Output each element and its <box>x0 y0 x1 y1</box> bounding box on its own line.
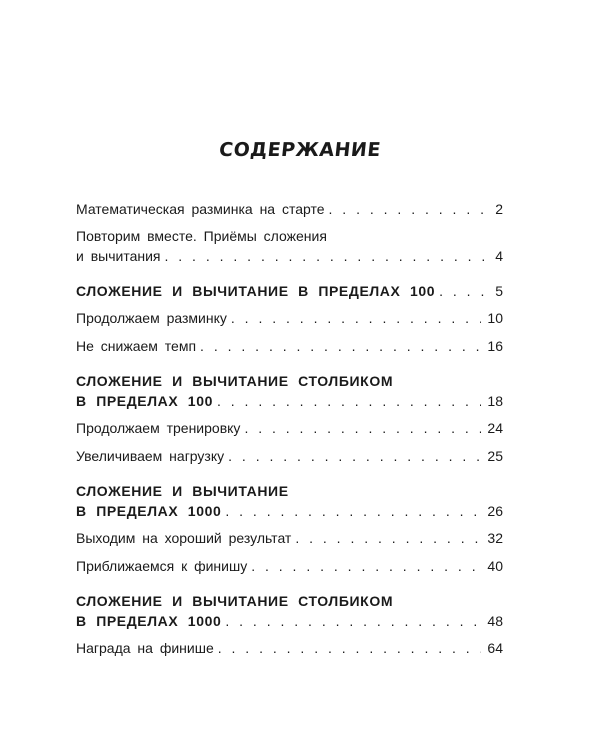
toc-entry-title: Приближаемся к финишу <box>76 558 248 574</box>
toc-section-title: СЛОЖЕНИЕ И ВЫЧИТАНИЕ СТОЛБИКОМ <box>76 593 394 609</box>
dot-leader <box>218 638 482 658</box>
toc-entry-title: Математическая разминка на старте <box>76 201 325 217</box>
page-title: СОДЕРЖАНИЕ <box>218 139 382 161</box>
toc-page-number: 10 <box>487 310 503 326</box>
dot-leader <box>439 281 489 301</box>
dot-leader <box>225 501 481 521</box>
toc-page-number: 18 <box>487 393 503 409</box>
dot-leader <box>217 391 481 411</box>
toc-entry-title: Награда на финише <box>76 640 214 656</box>
dot-leader <box>329 199 490 219</box>
dot-leader <box>228 446 481 466</box>
toc-page-number: 64 <box>487 640 503 656</box>
toc-page-number: 32 <box>487 530 503 546</box>
toc-entry-title-continued: и вычитания <box>76 248 161 264</box>
toc-page-number: 25 <box>487 448 503 464</box>
toc-section-title: СЛОЖЕНИЕ И ВЫЧИТАНИЕ <box>76 483 289 499</box>
toc-entry[interactable] <box>76 556 503 576</box>
toc-entry-title: Продолжаем разминку <box>76 310 227 326</box>
toc-entry[interactable] <box>76 446 503 466</box>
toc-section[interactable] <box>76 591 503 631</box>
toc-section-title-continued: В ПРЕДЕЛАХ 1000 <box>76 503 222 519</box>
dot-leader <box>295 528 481 548</box>
toc-entry-title: Выходим на хороший результат <box>76 530 292 546</box>
toc-section[interactable] <box>76 481 503 521</box>
dot-leader <box>251 556 481 576</box>
toc-entry-title: Продолжаем тренировку <box>76 420 241 436</box>
toc-entry[interactable] <box>76 199 503 219</box>
toc-section-title-continued: В ПРЕДЕЛАХ 100 <box>76 393 213 409</box>
toc-section-title: СЛОЖЕНИЕ И ВЫЧИТАНИЕ СТОЛБИКОМ <box>76 373 394 389</box>
toc-page-number: 16 <box>487 338 503 354</box>
toc-page-number: 5 <box>495 283 503 299</box>
toc-section-title: СЛОЖЕНИЕ И ВЫЧИТАНИЕ В ПРЕДЕЛАХ 100 <box>76 283 436 299</box>
toc-entry[interactable] <box>76 226 503 266</box>
toc-section[interactable] <box>76 281 503 301</box>
toc-section[interactable] <box>76 371 503 411</box>
table-of-contents <box>76 199 503 658</box>
toc-page-number: 48 <box>487 613 503 629</box>
toc-entry[interactable] <box>76 336 503 356</box>
dot-leader <box>231 308 482 328</box>
toc-entry-title: Не снижаем темп <box>76 338 197 354</box>
toc-page-number: 24 <box>487 420 503 436</box>
toc-entry-title: Повторим вместе. Приёмы сложения <box>76 228 327 244</box>
toc-entry[interactable] <box>76 638 503 658</box>
toc-entry[interactable] <box>76 528 503 548</box>
toc-page-number: 4 <box>495 248 503 264</box>
toc-entry[interactable] <box>76 418 503 438</box>
toc-page-number: 26 <box>487 503 503 519</box>
toc-entry-title: Увеличиваем нагрузку <box>76 448 225 464</box>
toc-entry[interactable] <box>76 308 503 328</box>
toc-page-number: 40 <box>487 558 503 574</box>
dot-leader <box>165 246 490 266</box>
dot-leader <box>225 611 481 631</box>
toc-section-title-continued: В ПРЕДЕЛАХ 1000 <box>76 613 222 629</box>
dot-leader <box>200 336 481 356</box>
toc-page-number: 2 <box>495 201 503 217</box>
dot-leader <box>244 418 481 438</box>
